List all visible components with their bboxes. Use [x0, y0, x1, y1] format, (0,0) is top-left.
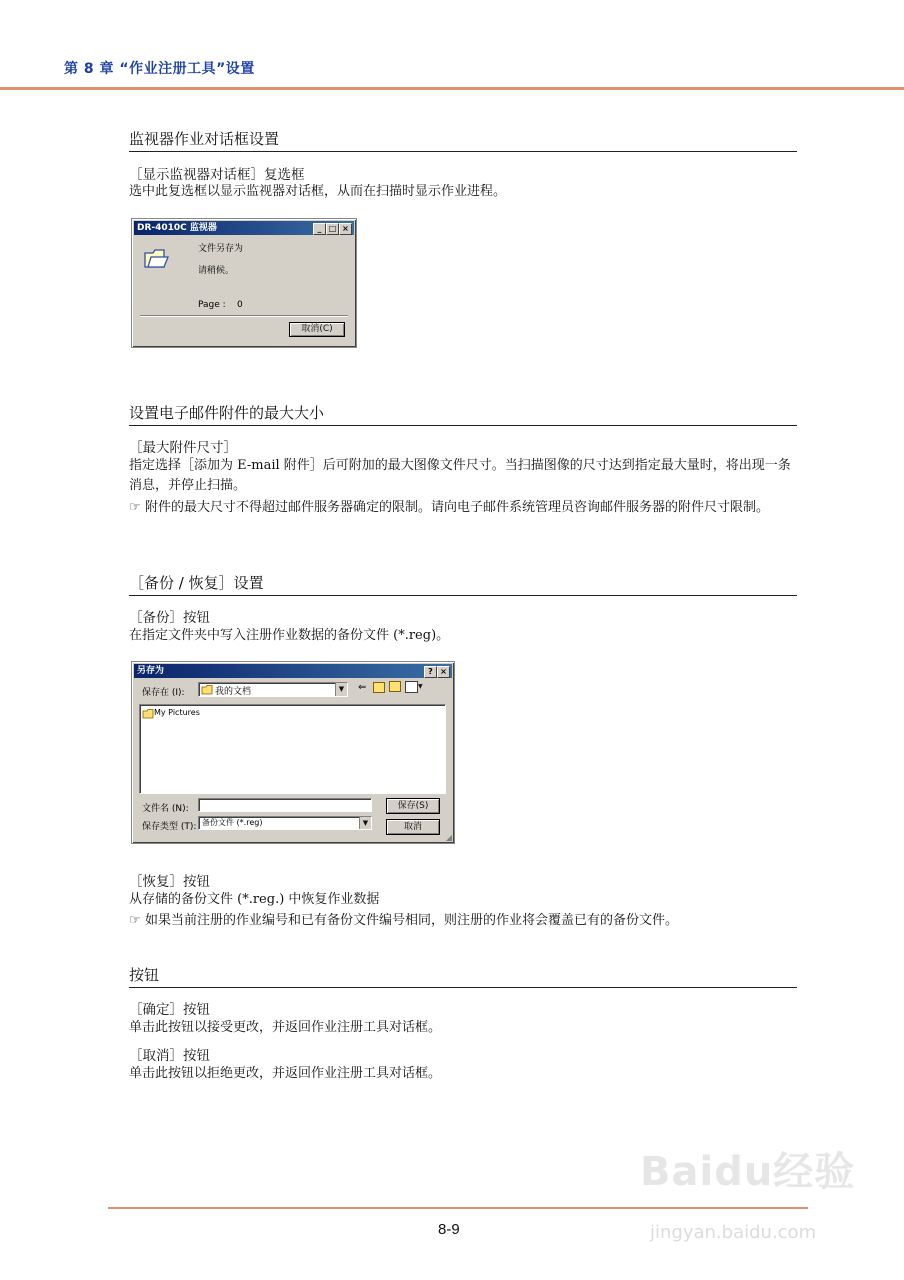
saveas-titlebar — [134, 664, 452, 678]
new-folder-icon[interactable] — [389, 681, 401, 692]
note-restore — [129, 911, 797, 931]
chapter-header: 第 8 章 “作业注册工具”设置 — [64, 61, 255, 77]
folder-icon — [142, 708, 154, 719]
folder-item-label[interactable]: My Pictures — [154, 708, 200, 717]
monitor-line1: 文件另存为 — [198, 244, 244, 254]
monitor-dialog-title: DR-4010C 监视器 — [137, 223, 217, 233]
note-restore-text: 如果当前注册的作业编号和已有备份文件编号相同，则注册的作业将会覆盖已有的备份文件。 — [145, 913, 679, 928]
subheading-max-attachment: ［最大附件尺寸］ — [129, 440, 237, 456]
pointing-hand-icon: ☞ — [129, 913, 141, 928]
close-icon[interactable]: × — [339, 223, 352, 235]
paragraph-backup: 在指定文件夹中写入注册作业数据的备份文件 (*.reg)。 — [129, 628, 450, 643]
monitor-page-label: Page : — [198, 300, 226, 310]
section-title-buttons: 按钮 — [129, 964, 797, 988]
filetype-select[interactable] — [198, 816, 372, 830]
subheading-backup: ［备份］按钮 — [129, 610, 210, 626]
back-icon[interactable]: ⇐ — [358, 682, 367, 693]
view-menu-icon[interactable] — [405, 681, 418, 693]
monitor-dialog-titlebar — [134, 221, 354, 235]
chevron-down-icon[interactable]: ▼ — [418, 683, 423, 690]
saveas-dialog — [131, 661, 455, 844]
save-in-select[interactable] — [198, 682, 348, 697]
subheading-cancel: ［取消］按钮 — [129, 1048, 210, 1064]
paragraph-email: 指定选择［添加为 E-mail 附件］后可附加的最大图像文件尺寸。当扫描图像的尺寸达到指定最大量时，将出现一条消息，并停止扫描。 — [129, 458, 791, 493]
saveas-title: 另存为 — [137, 666, 165, 676]
filename-label: 文件名 (N): — [142, 804, 189, 814]
subheading-ok: ［确定］按钮 — [129, 1002, 210, 1018]
monitor-line2: 请稍候。 — [198, 266, 235, 276]
folder-icon — [201, 684, 213, 695]
up-folder-icon[interactable] — [373, 682, 385, 693]
watermark-url: jingyan.baidu.com — [650, 1222, 817, 1243]
section-title-email: 设置电子邮件附件的最大大小 — [129, 402, 797, 426]
page-number: 8-9 — [438, 1221, 460, 1238]
monitor-cancel-button[interactable]: 取消(C) — [289, 322, 345, 337]
save-in-value: 我的文档 — [215, 687, 252, 697]
note-email-text: 附件的最大尺寸不得超过邮件服务器确定的限制。请向电子邮件系统管理员咨询邮件服务器的附件尺寸限制。 — [145, 500, 770, 515]
filetype-label: 保存类型 (T): — [142, 822, 197, 832]
header-divider — [0, 87, 904, 90]
paragraph-monitor: 选中此复选框以显示监视器对话框，从而在扫描时显示作业进程。 — [129, 184, 507, 199]
filename-input[interactable] — [198, 798, 372, 812]
monitor-page-value: 0 — [237, 300, 243, 310]
filetype-value: 备份文件 (*.reg) — [202, 818, 263, 827]
help-icon[interactable]: ? — [424, 666, 437, 678]
save-in-label: 保存在 (I): — [142, 688, 185, 698]
maximize-icon[interactable]: □ — [326, 223, 339, 235]
chevron-down-icon[interactable]: ▼ — [359, 817, 371, 829]
pointing-hand-icon: ☞ — [129, 500, 141, 515]
paragraph-ok: 单击此按钮以接受更改，并返回作业注册工具对话框。 — [129, 1020, 442, 1035]
monitor-divider — [140, 315, 348, 317]
monitor-dialog — [131, 218, 357, 348]
section-title-monitor: 监视器作业对话框设置 — [129, 128, 797, 152]
footer-divider — [108, 1207, 808, 1209]
file-list[interactable] — [139, 704, 446, 794]
chevron-down-icon[interactable]: ▼ — [335, 683, 347, 696]
minimize-icon[interactable]: _ — [313, 223, 326, 235]
paragraph-restore: 从存储的备份文件 (*.reg.) 中恢复作业数据 — [129, 892, 380, 907]
save-button[interactable]: 保存(S) — [386, 798, 440, 814]
watermark-brand: Baidu经验 — [640, 1149, 856, 1195]
paragraph-cancel: 单击此按钮以拒绝更改，并返回作业注册工具对话框。 — [129, 1066, 442, 1081]
section-title-backup: ［备份 / 恢复］设置 — [129, 572, 797, 596]
resize-grip-icon[interactable]: ◢ — [445, 833, 452, 842]
subheading-show-monitor: ［显示监视器对话框］复选框 — [129, 167, 305, 183]
folder-open-icon — [142, 245, 170, 273]
note-email — [129, 498, 797, 518]
subheading-restore: ［恢复］按钮 — [129, 874, 210, 890]
cancel-button[interactable]: 取消 — [386, 819, 440, 835]
close-icon[interactable]: × — [437, 666, 450, 678]
